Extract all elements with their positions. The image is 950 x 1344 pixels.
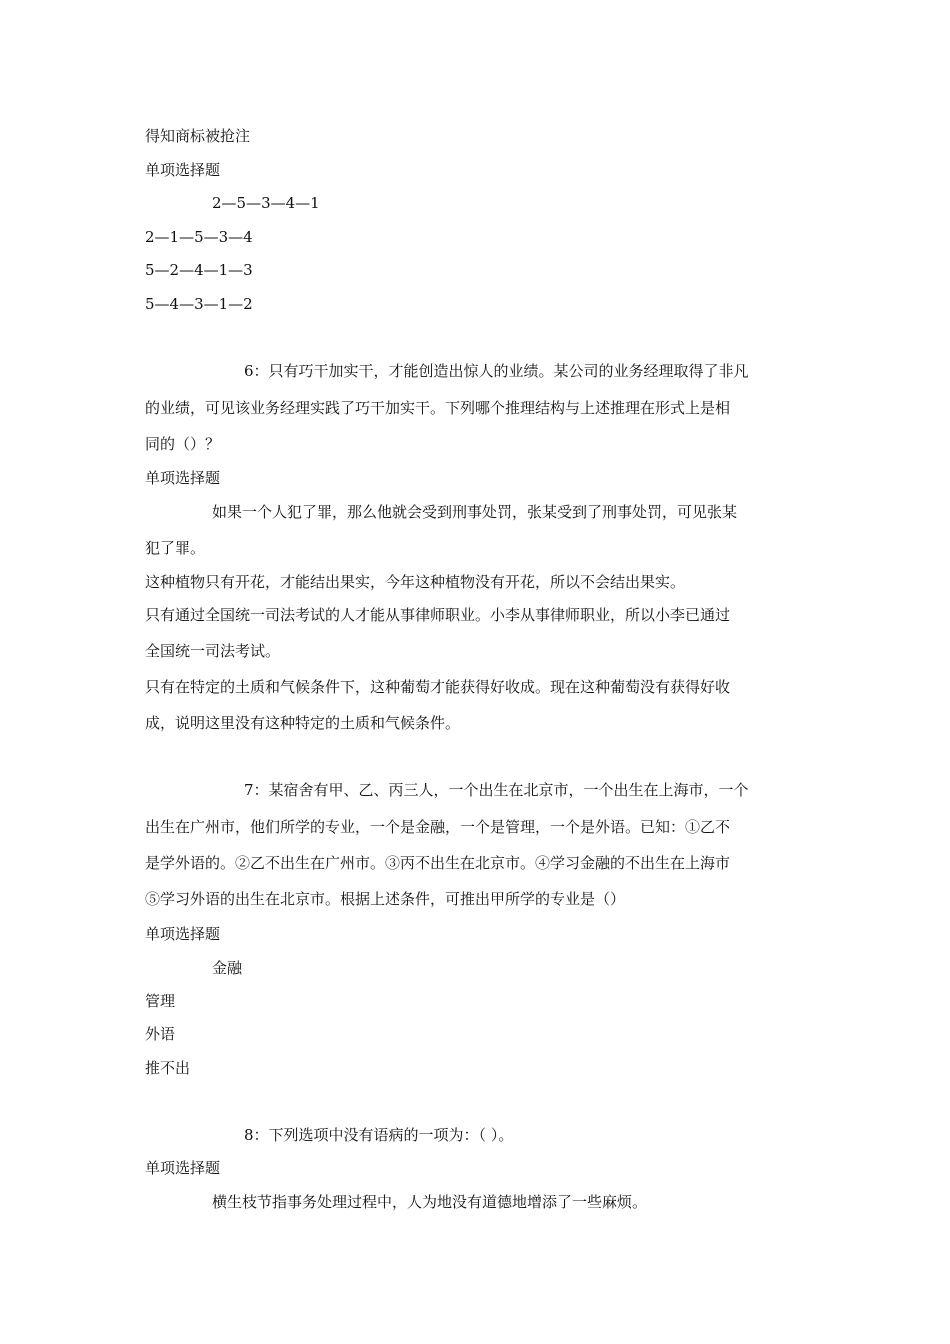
q6-option-a-line-1: 如果一个人犯了罪，那么他就会受到刑事处罚，张某受到了刑事处罚，可见张某 <box>212 503 738 521</box>
q7-option-a: 金融 <box>212 959 243 977</box>
q6-stem-line-1: 6：只有巧干加实干，才能创造出惊人的业绩。某公司的业务经理取得了非凡 <box>244 362 749 380</box>
q5-option-b: 2—1—5—3—4 <box>145 228 253 246</box>
q7-option-b: 管理 <box>145 992 176 1010</box>
q5-type-label: 单项选择题 <box>145 161 221 179</box>
q6-stem-line-3: 同的（）？ <box>145 435 221 453</box>
q6-option-c-line-2: 全国统一司法考试。 <box>145 642 281 660</box>
q5-stem-tail: 得知商标被抢注 <box>145 127 251 145</box>
q8-stem: 8：下列选项中没有语病的一项为：（ ）。 <box>244 1126 514 1144</box>
q7-stem-line-1: 7：某宿舍有甲、乙、丙三人，一个出生在北京市，一个出生在上海市，一个 <box>244 781 749 799</box>
q5-option-c: 5—2—4—1—3 <box>145 261 253 279</box>
q6-stem-line-2: 的业绩，可见该业务经理实践了巧干加实干。下列哪个推理结构与上述推理在形式上是相 <box>145 399 731 417</box>
q5-option-a: 2—5—3—4—1 <box>212 194 320 212</box>
q5-option-d: 5—4—3—1—2 <box>145 295 253 313</box>
q8-option-a: 横生枝节指事务处理过程中，人为地没有道德地增添了一些麻烦。 <box>212 1193 648 1211</box>
q6-option-d-line-1: 只有在特定的土质和气候条件下，这种葡萄才能获得好收成。现在这种葡萄没有获得好收 <box>145 678 731 696</box>
q7-stem-line-3: 是学外语的。②乙不出生在广州市。③丙不出生在北京市。④学习金融的不出生在上海市 <box>145 854 731 872</box>
q7-option-c: 外语 <box>145 1025 176 1043</box>
q7-stem-line-2: 出生在广州市，他们所学的专业，一个是金融，一个是管理，一个是外语。已知：①乙不 <box>145 818 731 836</box>
q7-type-label: 单项选择题 <box>145 925 221 943</box>
q8-type-label: 单项选择题 <box>145 1159 221 1177</box>
q7-stem-line-4: ⑤学习外语的出生在北京市。根据上述条件，可推出甲所学的专业是（） <box>145 890 626 908</box>
q6-option-c-line-1: 只有通过全国统一司法考试的人才能从事律师职业。小李从事律师职业，所以小李已通过 <box>145 606 731 624</box>
q7-option-d: 推不出 <box>145 1059 191 1077</box>
q6-type-label: 单项选择题 <box>145 469 221 487</box>
q6-option-d-line-2: 成，说明这里没有这种特定的土质和气候条件。 <box>145 714 461 732</box>
q6-option-a-line-2: 犯了罪。 <box>145 539 206 557</box>
q6-option-b: 这种植物只有开花，才能结出果实，今年这种植物没有开花，所以不会结出果实。 <box>145 573 686 591</box>
